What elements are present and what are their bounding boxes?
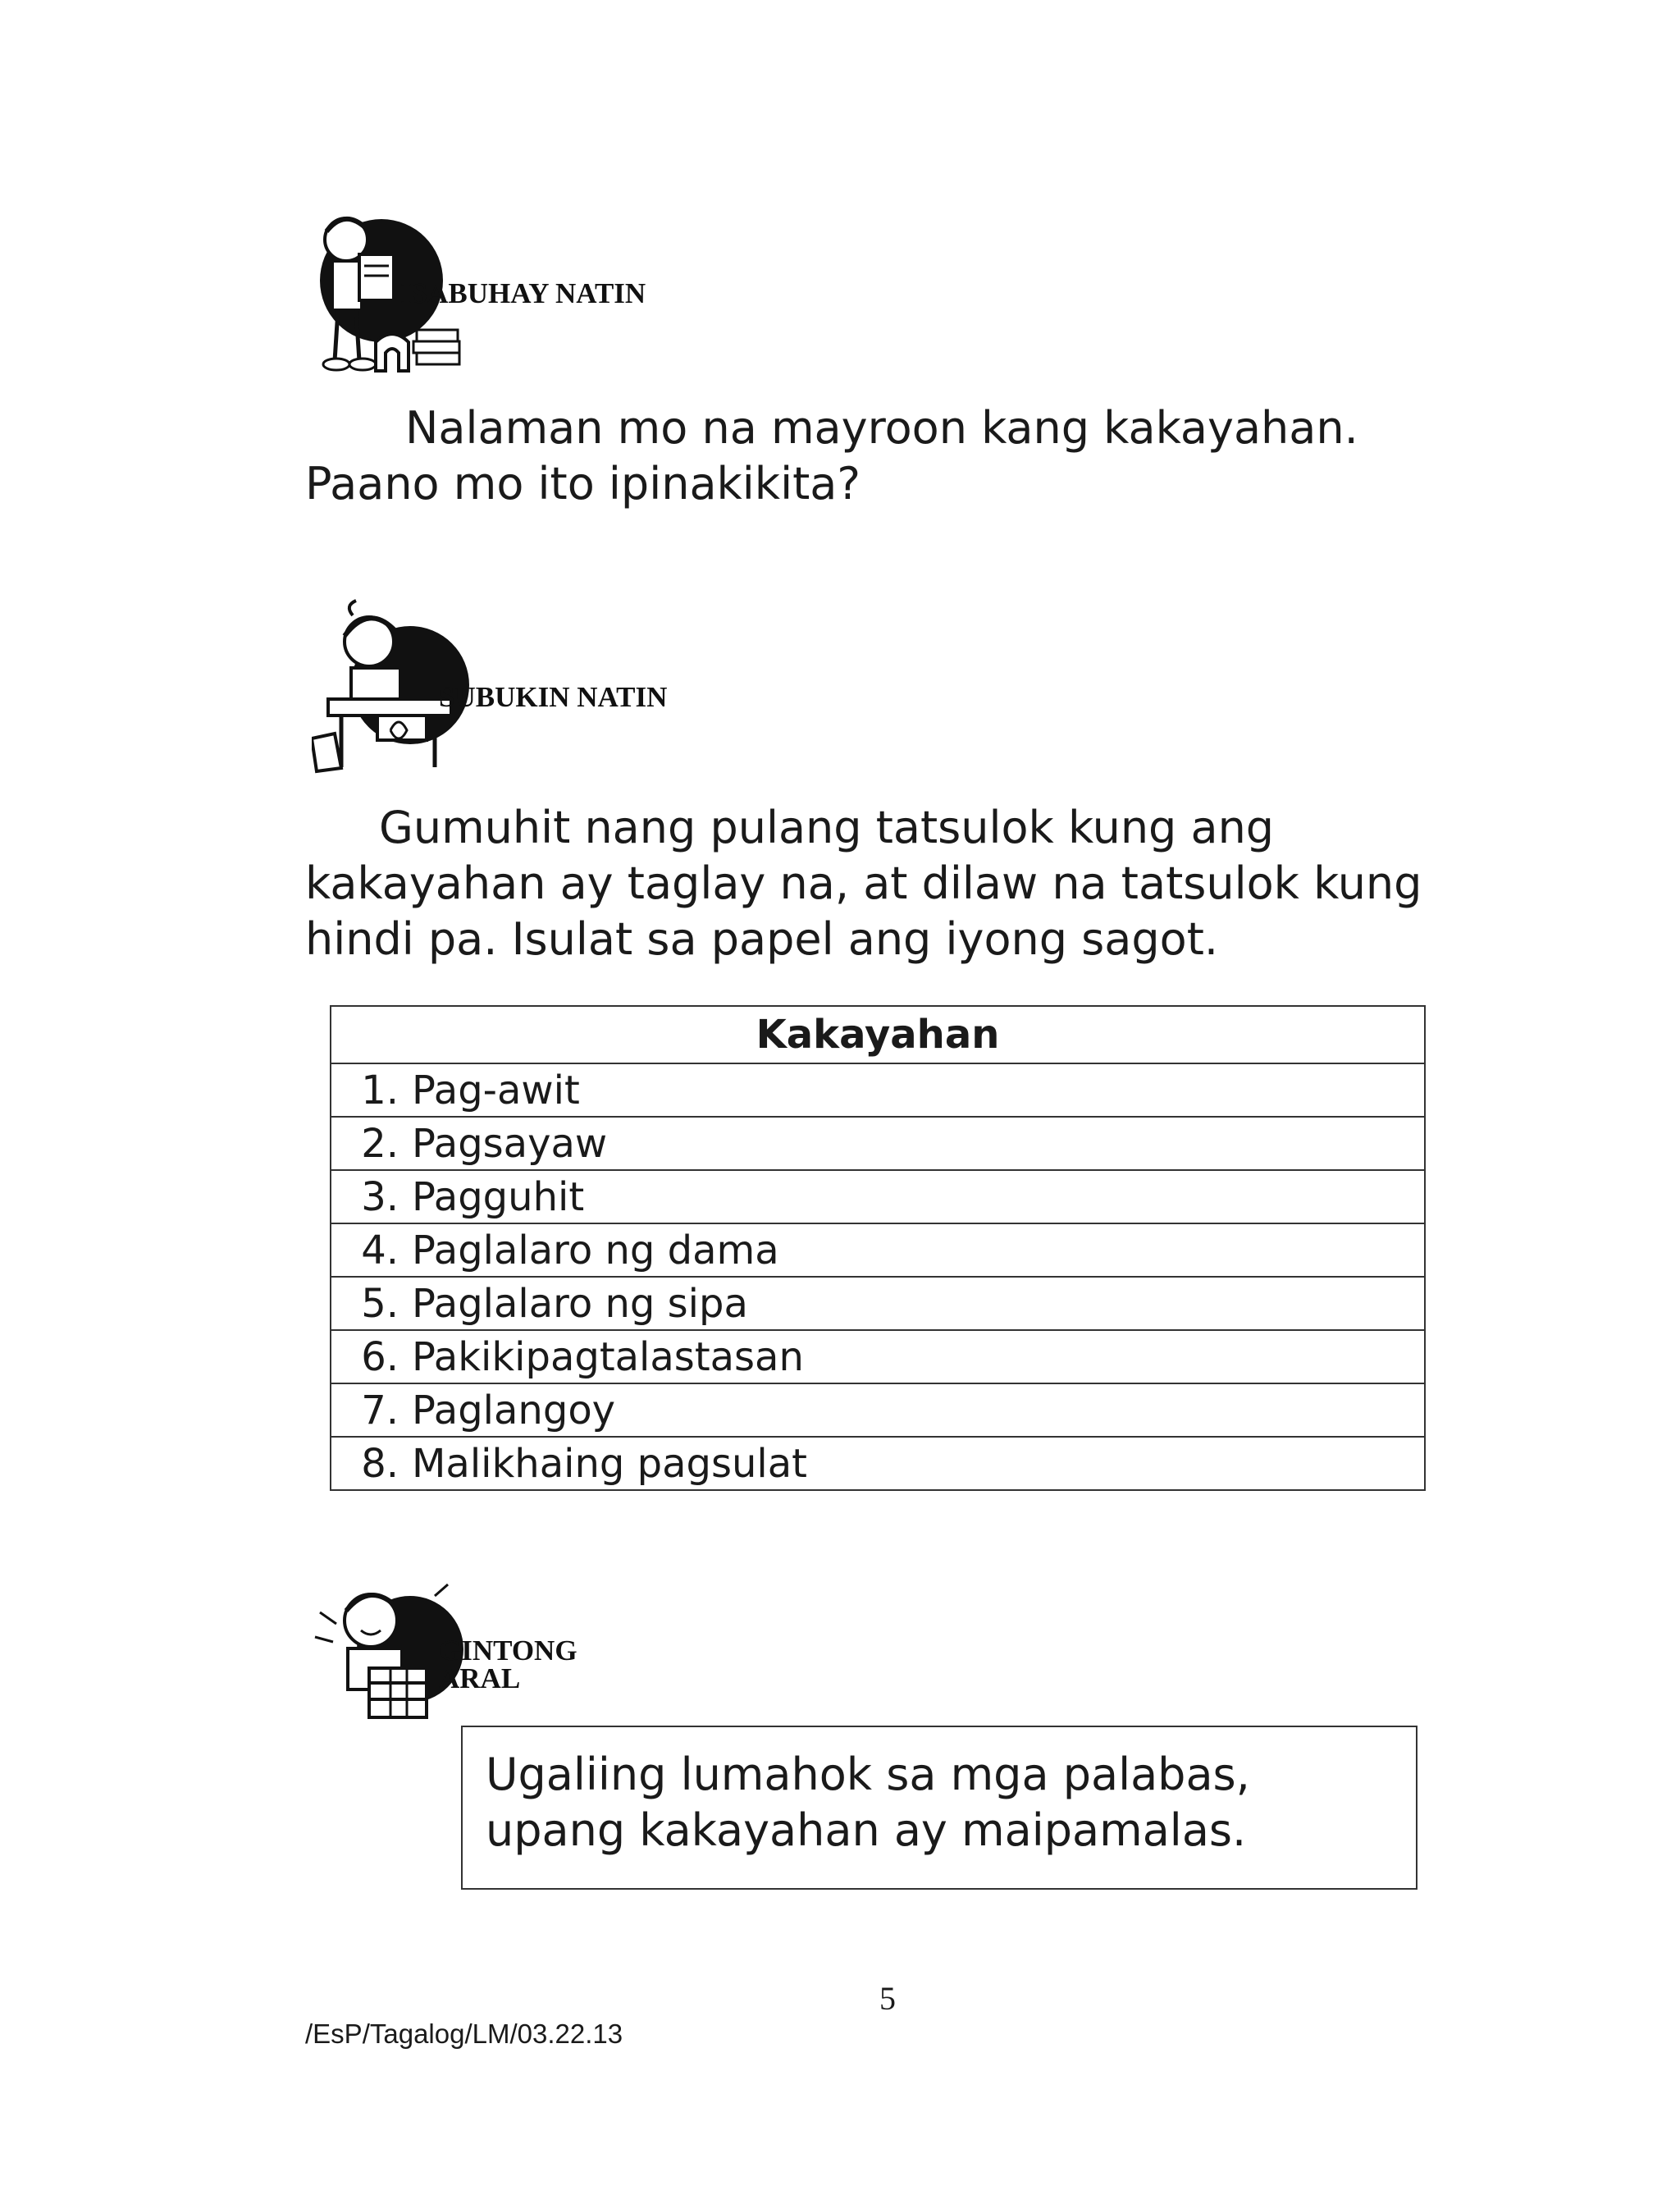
table-row: [331, 1117, 1425, 1170]
table-row: [331, 1437, 1425, 1490]
skills-table: [330, 1005, 1426, 1491]
row-text: Paglangoy: [412, 1387, 616, 1433]
subukin-paragraph: [305, 800, 1470, 967]
row-number: 2.: [361, 1120, 399, 1167]
row-number: 6.: [361, 1333, 399, 1380]
page-number: 5: [879, 1980, 896, 2017]
paragraph-line: Gumuhit nang pulang tatsulok kung ang: [379, 802, 1275, 853]
row-text: Malikhaing pagsulat: [412, 1440, 807, 1487]
section-title: SUBUKIN NATIN: [439, 681, 668, 713]
section-title: ISABUHAY NATIN: [400, 277, 646, 309]
row-number: 4.: [361, 1227, 399, 1273]
paragraph-line: kakayahan ay taglay na, at dilaw na tatsulok kung: [305, 857, 1422, 909]
gintong-aral-header: [312, 1580, 656, 1735]
table-header-row: [331, 1006, 1425, 1063]
table-header: Kakayahan: [331, 1006, 1425, 1063]
isabuhay-header: [312, 207, 738, 375]
subukin-header: [312, 599, 738, 780]
row-text: Paglalaro ng dama: [412, 1227, 779, 1273]
footer-code: /EsP/Tagalog/LM/03.22.13: [305, 2019, 623, 2049]
title-line: GINTONG: [439, 1634, 578, 1667]
table-row: [331, 1223, 1425, 1277]
row-text: Pakikipagtalastasan: [412, 1333, 804, 1380]
row-text: Pagsayaw: [412, 1120, 608, 1167]
row-number: 3.: [361, 1173, 399, 1220]
paragraph-line: hindi pa. Isulat sa papel ang iyong sagot.: [305, 913, 1219, 965]
row-number: 5.: [361, 1280, 399, 1327]
table-row: [331, 1383, 1425, 1437]
table-row: [331, 1277, 1425, 1330]
isabuhay-paragraph: [305, 400, 1470, 512]
row-text: Pag-awit: [412, 1067, 580, 1113]
section-title: [439, 1634, 578, 1694]
row-text: Pagguhit: [412, 1173, 585, 1220]
lesson-line: upang kakayahan ay maipamalas.: [486, 1804, 1247, 1856]
table-row: [331, 1063, 1425, 1117]
row-number: 8.: [361, 1440, 399, 1487]
paragraph-line: Nalaman mo na mayroon kang kakayahan.: [405, 402, 1358, 454]
row-number: 1.: [361, 1067, 399, 1113]
lesson-line: Ugaliing lumahok sa mga palabas,: [486, 1749, 1250, 1800]
paragraph-line: Paano mo ito ipinakikita?: [305, 458, 861, 510]
row-text: Paglalaro ng sipa: [412, 1280, 748, 1327]
lesson-box: [461, 1726, 1418, 1890]
table-row: [331, 1330, 1425, 1383]
title-line: ARAL: [439, 1662, 521, 1694]
table-row: [331, 1170, 1425, 1223]
row-number: 7.: [361, 1387, 399, 1433]
